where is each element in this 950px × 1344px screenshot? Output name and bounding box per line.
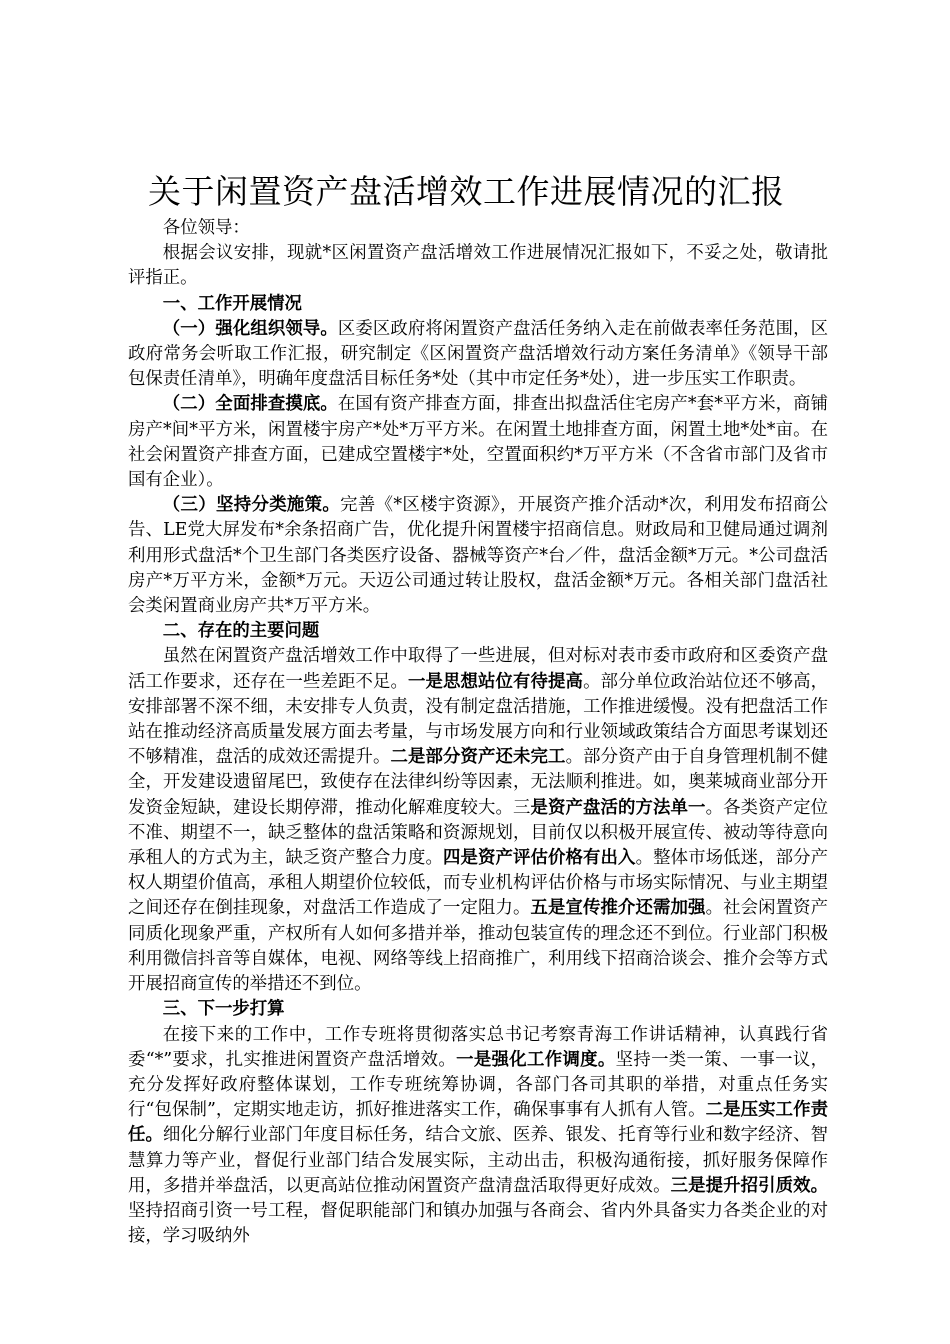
emphasis-text: 二是部分资产还未完工 xyxy=(390,747,566,768)
salutation: 各位领导： xyxy=(162,218,250,238)
paragraph-text: 。整体市场低迷，部分产权人期望价值高，承租人期望价位较低，而专业机构评估价格与市场实际情况、与业主期望之间还存在倒挂现象，对盘活工作造成了一定阻力。 xyxy=(128,848,828,919)
paragraph-text: 。部分资产由于自身管理机制不健全，开发建设遗留尾巴，致使存在法律纠纷等因素，无法顺利推进。如，奥莱城商业部分开发资金短缺，建设长期停滞，推动化解难度较大。三 xyxy=(128,747,828,818)
paragraph-next-steps xyxy=(128,1023,828,1250)
emphasis-text: 一是强化工作调度。 xyxy=(456,1049,616,1070)
emphasis-text: 二是压实工作责任。 xyxy=(128,1100,828,1146)
emphasis-text: 三是提升招引质效。 xyxy=(670,1175,828,1196)
emphasis-text: 四是资产评估价格有出入 xyxy=(443,848,636,869)
paragraph-text: 细化分解行业部门年度目标任务，结合文旅、医养、银发、托育等行业和数字经济、智慧算力等产业，督促行业部门结合发展实际，主动出击，积极沟通衔接，抓好服务保障作用，多措并举盘活，以更高站位推动闲置资产盘清盘活取得更好成效。 xyxy=(128,1125,828,1196)
paragraph-text: 虽然在闲置资产盘活增效工作中取得了一些进展，但对标对表市委市政府和区委资产盘活工作要求，还存在一些差距不足。 xyxy=(128,646,828,692)
paragraph-text: 。部分单位政治站位还不够高，安排部署不深不细，未安排专人负责，没有制定盘活措施，工作推进缓慢。没有把盘活工作站在推动经济高质量发展方面去考量，与市场发展方向和行业领域政策结合方面思考谋划还不够精准，盘活的成效还需提升。 xyxy=(128,671,828,768)
paragraph-text: 完善《*区楼宇资源》，开展资产推介活动*次，利用发布招商公告、LE党大屏发布*余条招商广告，优化提升闲置楼宇招商信息。财政局和卫健局通过调剂利用形式盘活*个卫生部门各类医疗设备、器械等资产*台／件，盘活金额*万元。*公司盘活房产*万平方米，金额*万元。天迈公司通过转让股权，盘活金额*万元。各相关部门盘活社会类闲置商业房产共*万平方米。 xyxy=(128,495,828,617)
paragraph-lead: （三）坚持分类施策。 xyxy=(162,495,341,516)
paragraph-text: 在国有资产排查方面，排查出拟盘活住宅房产*套*平方米，商铺房产*间*平方米，闲置楼宇房产*处*万平方米。在闲置土地排查方面，闲置土地*处*亩。在社会闲置资产排查方面，已建成空置楼宇*处，空置面积约*万平方米（不含省市部门及省市国有企业）。 xyxy=(128,394,828,491)
paragraph-text: 坚持一类一策、一事一议，充分发挥好政府整体谋划，工作专班统筹协调，各部门各司其职的举措，对重点任务实行“包保制”，定期实地走访，抓好推进落实工作，确保事事有人抓有人管。 xyxy=(128,1049,828,1121)
paragraph-lead: （一）强化组织领导。 xyxy=(162,318,338,339)
paragraph-survey xyxy=(128,392,828,493)
paragraph-text: 。社会闲置资产同质化现象严重，产权所有人如何多措并举，推动包装宣传的理念还不到位。行业部门积极利用微信抖音等自媒体，电视、网络等线上招商推广，利用线下招商洽谈会、推介会等方式开展招商宣传的举措还不到位。 xyxy=(128,898,828,995)
paragraph-text: 在接下来的工作中，工作专班将贯彻落实总书记考察青海工作讲话精神，认真践行省委“*”要求，扎实推进闲置资产盘活增效。 xyxy=(128,1024,828,1070)
paragraph-text: 坚持招商引资一号工程，督促职能部门和镇办加强与各商会、省内外具备实力各类企业的对接，学习吸纳外 xyxy=(128,1200,828,1247)
emphasis-text: 一是思想站位有待提高 xyxy=(408,671,584,692)
section-heading-3: 三、下一步打算 xyxy=(162,999,285,1020)
document-page xyxy=(128,170,828,1249)
paragraph-organization xyxy=(128,317,828,393)
paragraph-classification xyxy=(128,493,828,619)
paragraph-text: 。各类资产定位不准、期望不一，缺乏整体的盘活策略和资源规划，目前仅以积极开展宣传、被动等待意向承租人的方式为主，缺乏资产整合力度。 xyxy=(128,797,828,869)
section-heading-1: 一、工作开展情况 xyxy=(162,293,302,314)
page-title: 关于闲置资产盘活增效工作进展情况的汇报 xyxy=(148,172,785,211)
emphasis-text: 是资产盘活的方法单一 xyxy=(530,797,706,818)
section-heading-2: 二、存在的主要问题 xyxy=(162,621,320,642)
paragraph-lead: （二）全面排查摸底。 xyxy=(162,394,338,415)
intro-paragraph: 根据会议安排，现就*区闲置资产盘活增效工作进展情况汇报如下，不妥之处，敬请批评指正。 xyxy=(128,243,828,289)
emphasis-text: 五是宣传推介还需加强 xyxy=(530,898,706,919)
paragraph-text: 区委区政府将闲置资产盘活任务纳入走在前做表率任务范围，区政府常务会听取工作汇报，研究制定《区闲置资产盘活增效行动方案任务清单》《领导干部包保责任清单》，明确年度盘活目标任务*处（其中市定任务*处），进一步压实工作职责。 xyxy=(128,318,828,390)
paragraph-problems xyxy=(128,644,828,997)
